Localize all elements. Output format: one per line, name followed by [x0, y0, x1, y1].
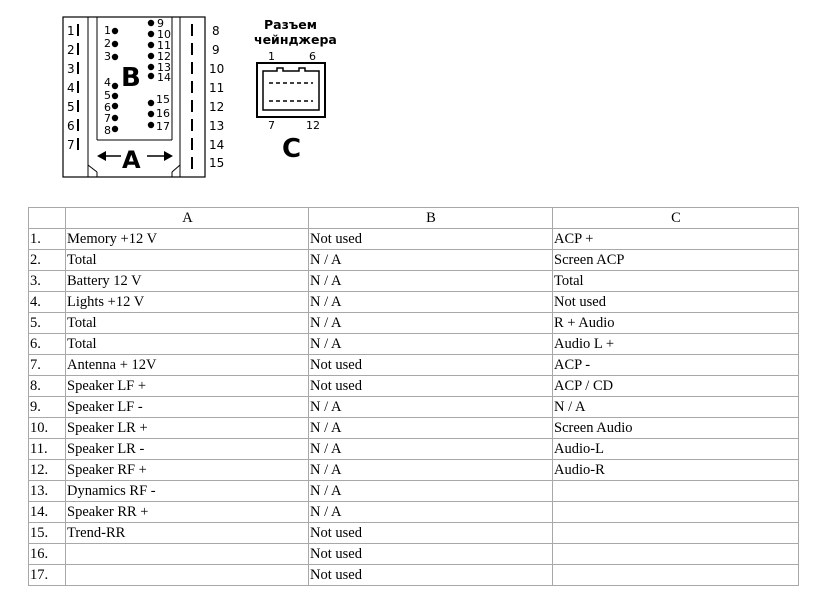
row-number-cell: 7.	[29, 355, 66, 376]
table-body	[29, 229, 799, 586]
table-cell: N / A	[309, 502, 553, 523]
table-cell: Not used	[553, 292, 799, 313]
connector-c-letter: C	[282, 134, 302, 164]
header-cell: A	[66, 208, 309, 229]
row-number-cell: 15.	[29, 523, 66, 544]
table-row	[29, 376, 799, 397]
row-number-cell: 13.	[29, 481, 66, 502]
changer-title-line2: чейнджера	[254, 32, 337, 47]
table-cell: Not used	[309, 523, 553, 544]
b-pin-label: 10	[157, 28, 171, 41]
row-number-cell: 12.	[29, 460, 66, 481]
table-cell: Total	[553, 271, 799, 292]
connector-b-letter: B	[121, 63, 141, 93]
connector-ab	[63, 17, 224, 177]
connector-c	[254, 17, 337, 164]
b-pin-label: 9	[157, 17, 164, 30]
a-pin-label: 10	[209, 62, 225, 76]
a-pin-label: 12	[209, 100, 225, 114]
c-pin-label: 6	[309, 50, 316, 63]
row-number-cell: 16.	[29, 544, 66, 565]
table-cell: R + Audio	[553, 313, 799, 334]
a-pin-label: 11	[209, 81, 225, 95]
b-pin-label: 5	[104, 89, 111, 102]
b-pin-label: 1	[104, 24, 111, 37]
pinout-table	[28, 207, 799, 586]
table-row	[29, 439, 799, 460]
header-cell: B	[309, 208, 553, 229]
b-pin-label: 15	[156, 93, 170, 106]
b-pin-label: 6	[104, 101, 111, 114]
table-cell: ACP / CD	[553, 376, 799, 397]
a-left-pins	[67, 24, 79, 152]
table-cell: Screen Audio	[553, 418, 799, 439]
table-row	[29, 418, 799, 439]
table-cell: Speaker RR +	[66, 502, 309, 523]
c-pin-label: 12	[306, 119, 320, 132]
table-row	[29, 271, 799, 292]
table-row	[29, 334, 799, 355]
table-cell: Not used	[309, 544, 553, 565]
table-row	[29, 313, 799, 334]
a-pin-label: 7	[67, 138, 75, 152]
table-cell: Dynamics RF -	[66, 481, 309, 502]
b-pins	[104, 17, 171, 137]
row-number-cell: 17.	[29, 565, 66, 586]
connector-diagram	[0, 0, 822, 205]
a-pin-label: 5	[67, 100, 75, 114]
table-cell: N / A	[309, 250, 553, 271]
table-cell: Speaker LR -	[66, 439, 309, 460]
b-pin-label: 17	[156, 120, 170, 133]
a-pin-label: 4	[67, 81, 75, 95]
table-row	[29, 481, 799, 502]
b-pin-label: 2	[104, 37, 111, 50]
table-row	[29, 292, 799, 313]
b-pin-label: 7	[104, 112, 111, 125]
a-pin-label: 6	[67, 119, 75, 133]
table-cell: Total	[66, 313, 309, 334]
table-cell	[553, 523, 799, 544]
table-cell	[66, 565, 309, 586]
table-cell: Audio L +	[553, 334, 799, 355]
a-pin-label: 1	[67, 24, 75, 38]
b-pin-label: 8	[104, 124, 111, 137]
row-number-cell: 3.	[29, 271, 66, 292]
row-number-cell: 8.	[29, 376, 66, 397]
table-cell: N / A	[309, 439, 553, 460]
row-number-cell: 11.	[29, 439, 66, 460]
table-row	[29, 229, 799, 250]
table-cell: N / A	[309, 292, 553, 313]
b-pin-label: 13	[157, 61, 171, 74]
row-number-cell: 6.	[29, 334, 66, 355]
row-number-cell: 5.	[29, 313, 66, 334]
changer-title-line1: Разъем	[264, 17, 317, 32]
table-row	[29, 460, 799, 481]
table-row	[29, 544, 799, 565]
table-cell: ACP -	[553, 355, 799, 376]
table-cell	[553, 565, 799, 586]
table-cell: Memory +12 V	[66, 229, 309, 250]
a-pin-label: 9	[212, 43, 220, 57]
table-cell	[553, 544, 799, 565]
a-pin-label: 2	[67, 43, 75, 57]
table-header-row	[29, 208, 799, 229]
table-cell: Speaker LR +	[66, 418, 309, 439]
header-cell: C	[553, 208, 799, 229]
table-cell: Antenna + 12V	[66, 355, 309, 376]
table-cell: N / A	[553, 397, 799, 418]
table-row	[29, 250, 799, 271]
b-pin-label: 3	[104, 50, 111, 63]
row-number-cell: 1.	[29, 229, 66, 250]
c-pin-label: 7	[268, 119, 275, 132]
b-pin-label: 12	[157, 50, 171, 63]
table-row	[29, 523, 799, 544]
table-cell: Not used	[309, 229, 553, 250]
table-cell	[553, 502, 799, 523]
connector-a-letter: A	[122, 146, 141, 174]
header-cell	[29, 208, 66, 229]
table-cell	[66, 544, 309, 565]
a-pin-label: 3	[67, 62, 75, 76]
table-cell: N / A	[309, 313, 553, 334]
table-cell: Total	[66, 250, 309, 271]
table-cell: Screen ACP	[553, 250, 799, 271]
table-cell: Audio-L	[553, 439, 799, 460]
table-cell: N / A	[309, 481, 553, 502]
b-pin-label: 4	[104, 76, 111, 89]
table-cell: Lights +12 V	[66, 292, 309, 313]
table-cell: Battery 12 V	[66, 271, 309, 292]
table-cell: N / A	[309, 418, 553, 439]
table-cell: Not used	[309, 565, 553, 586]
table-cell: N / A	[309, 397, 553, 418]
row-number-cell: 10.	[29, 418, 66, 439]
table-cell: Total	[66, 334, 309, 355]
table-cell: N / A	[309, 271, 553, 292]
table-cell: Speaker LF +	[66, 376, 309, 397]
a-pin-label: 14	[209, 138, 225, 152]
table-cell	[553, 481, 799, 502]
a-pin-label: 8	[212, 24, 220, 38]
a-pin-label: 13	[209, 119, 225, 133]
table-row	[29, 397, 799, 418]
b-pin-label: 11	[157, 39, 171, 52]
table-row	[29, 565, 799, 586]
table-cell: Speaker RF +	[66, 460, 309, 481]
connector-a-label	[97, 146, 173, 174]
table-cell: Not used	[309, 355, 553, 376]
c-pin-label: 1	[268, 50, 275, 63]
table-cell: Audio-R	[553, 460, 799, 481]
table-row	[29, 502, 799, 523]
row-number-cell: 14.	[29, 502, 66, 523]
table-cell: ACP +	[553, 229, 799, 250]
table-cell: Not used	[309, 376, 553, 397]
row-number-cell: 2.	[29, 250, 66, 271]
row-number-cell: 4.	[29, 292, 66, 313]
table-cell: N / A	[309, 460, 553, 481]
row-number-cell: 9.	[29, 397, 66, 418]
table-cell: Trend-RR	[66, 523, 309, 544]
a-right-pins	[191, 24, 224, 170]
table-cell: N / A	[309, 334, 553, 355]
table-cell: Speaker LF -	[66, 397, 309, 418]
b-pin-label: 16	[156, 107, 170, 120]
table-row	[29, 355, 799, 376]
a-pin-label: 15	[209, 156, 225, 170]
b-pin-label: 14	[157, 71, 171, 84]
